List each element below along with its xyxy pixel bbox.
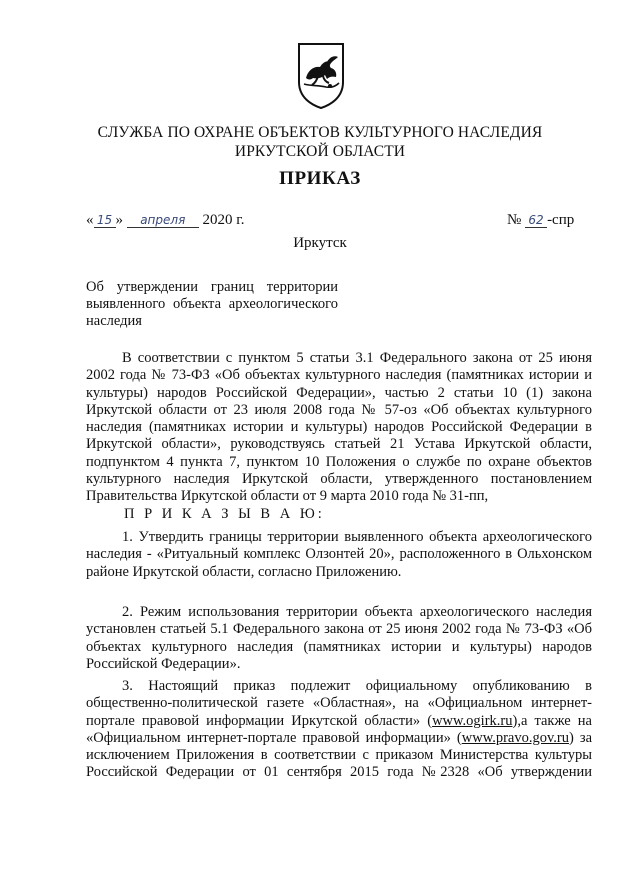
number-prefix: № bbox=[507, 212, 522, 228]
date-year: 2020 г. bbox=[202, 212, 245, 228]
document-number bbox=[507, 212, 574, 229]
order-item-1 bbox=[86, 529, 592, 581]
handwritten-day: 15 bbox=[94, 213, 116, 228]
preamble-text: В соответствии с пунктом 5 статьи 3.1 Федерального закона от 25 июня 2002 года № 73-ФЗ «Об объектах культурного наследия (памятниках истории и культуры) народов Российской Федерации», частью 2 статьи 10 (1) закона Иркутской области от 23 июля 2008 года № 57-оз «Об объектах культурного наследия (памятниках истории и культуры) народов Российской Федерации в Иркутской области», руководствуясь статьей 21 Устава Иркутской области, подпунктом 4 пункта 7, пунктом 10 Положения о службе по охране объектов культурного наследия Иркутской области, утвержденного постановлением Правительства Иркутской области от 9 марта 2010 года № 31-пп, bbox=[86, 350, 592, 505]
org-name-line1: СЛУЖБА ПО ОХРАНЕ ОБЪЕКТОВ КУЛЬТУРНОГО НАСЛЕДИЯ bbox=[97, 124, 543, 141]
document-title: ПРИКАЗ bbox=[279, 168, 361, 189]
order-item-3 bbox=[86, 678, 592, 782]
irkutsk-coat-of-arms-icon bbox=[296, 42, 346, 110]
order-item-3-text-a: 3. Настоящий приказ подлежит официальному опубликованию в общественно-политической газете «Областная», на «Официальном интернет-портале правовой информации Иркутской области» ( bbox=[86, 678, 592, 729]
order-item-3-text-c: ) за исключением Приложения в соответствии с приказом Министерства культуры Российской Федерации от 01 сентября 2015 года №2328 «Об утверждении bbox=[86, 729, 593, 781]
order-item-1-text: 1. Утвердить границы территории выявленного объекта археологического наследия - «Ритуальный комплекс Олзонтей 20», расположенного в Ольхонском районе Иркутской области, согласно Приложению. bbox=[86, 529, 592, 580]
date-close-quote: » bbox=[115, 212, 123, 228]
order-item-2-text: 2. Режим использования территории объекта археологического наследия установлен статьей 5.1 Федерального закона от 25 июня 2002 года № 73-ФЗ «Об объектах культурного наследия (памятниках истории и культуры) народов Российской Федерации». bbox=[86, 604, 592, 672]
order-item-2 bbox=[86, 604, 592, 673]
handwritten-number: 62 bbox=[525, 213, 547, 228]
ogirk-link[interactable]: www.ogirk.ru bbox=[432, 712, 513, 729]
document-date bbox=[86, 212, 244, 229]
order-word: П Р И К А З Ы В А Ю: bbox=[124, 506, 325, 522]
order-item-3-text-b: ),а также на «Официальном интернет-портале правовой информации» ( bbox=[86, 712, 592, 746]
handwritten-month: апреля bbox=[127, 213, 199, 228]
document-subject: Об утверждении границ территории выявленного объекта археологического наследия bbox=[86, 279, 338, 329]
number-suffix: -спр bbox=[547, 212, 575, 228]
org-name-line2: ИРКУТСКОЙ ОБЛАСТИ bbox=[234, 143, 406, 160]
preamble-paragraph bbox=[86, 350, 592, 506]
pravo-link[interactable]: www.pravo.gov.ru bbox=[461, 729, 569, 746]
document-city: Иркутск bbox=[293, 235, 347, 251]
date-open-quote: « bbox=[86, 212, 94, 228]
